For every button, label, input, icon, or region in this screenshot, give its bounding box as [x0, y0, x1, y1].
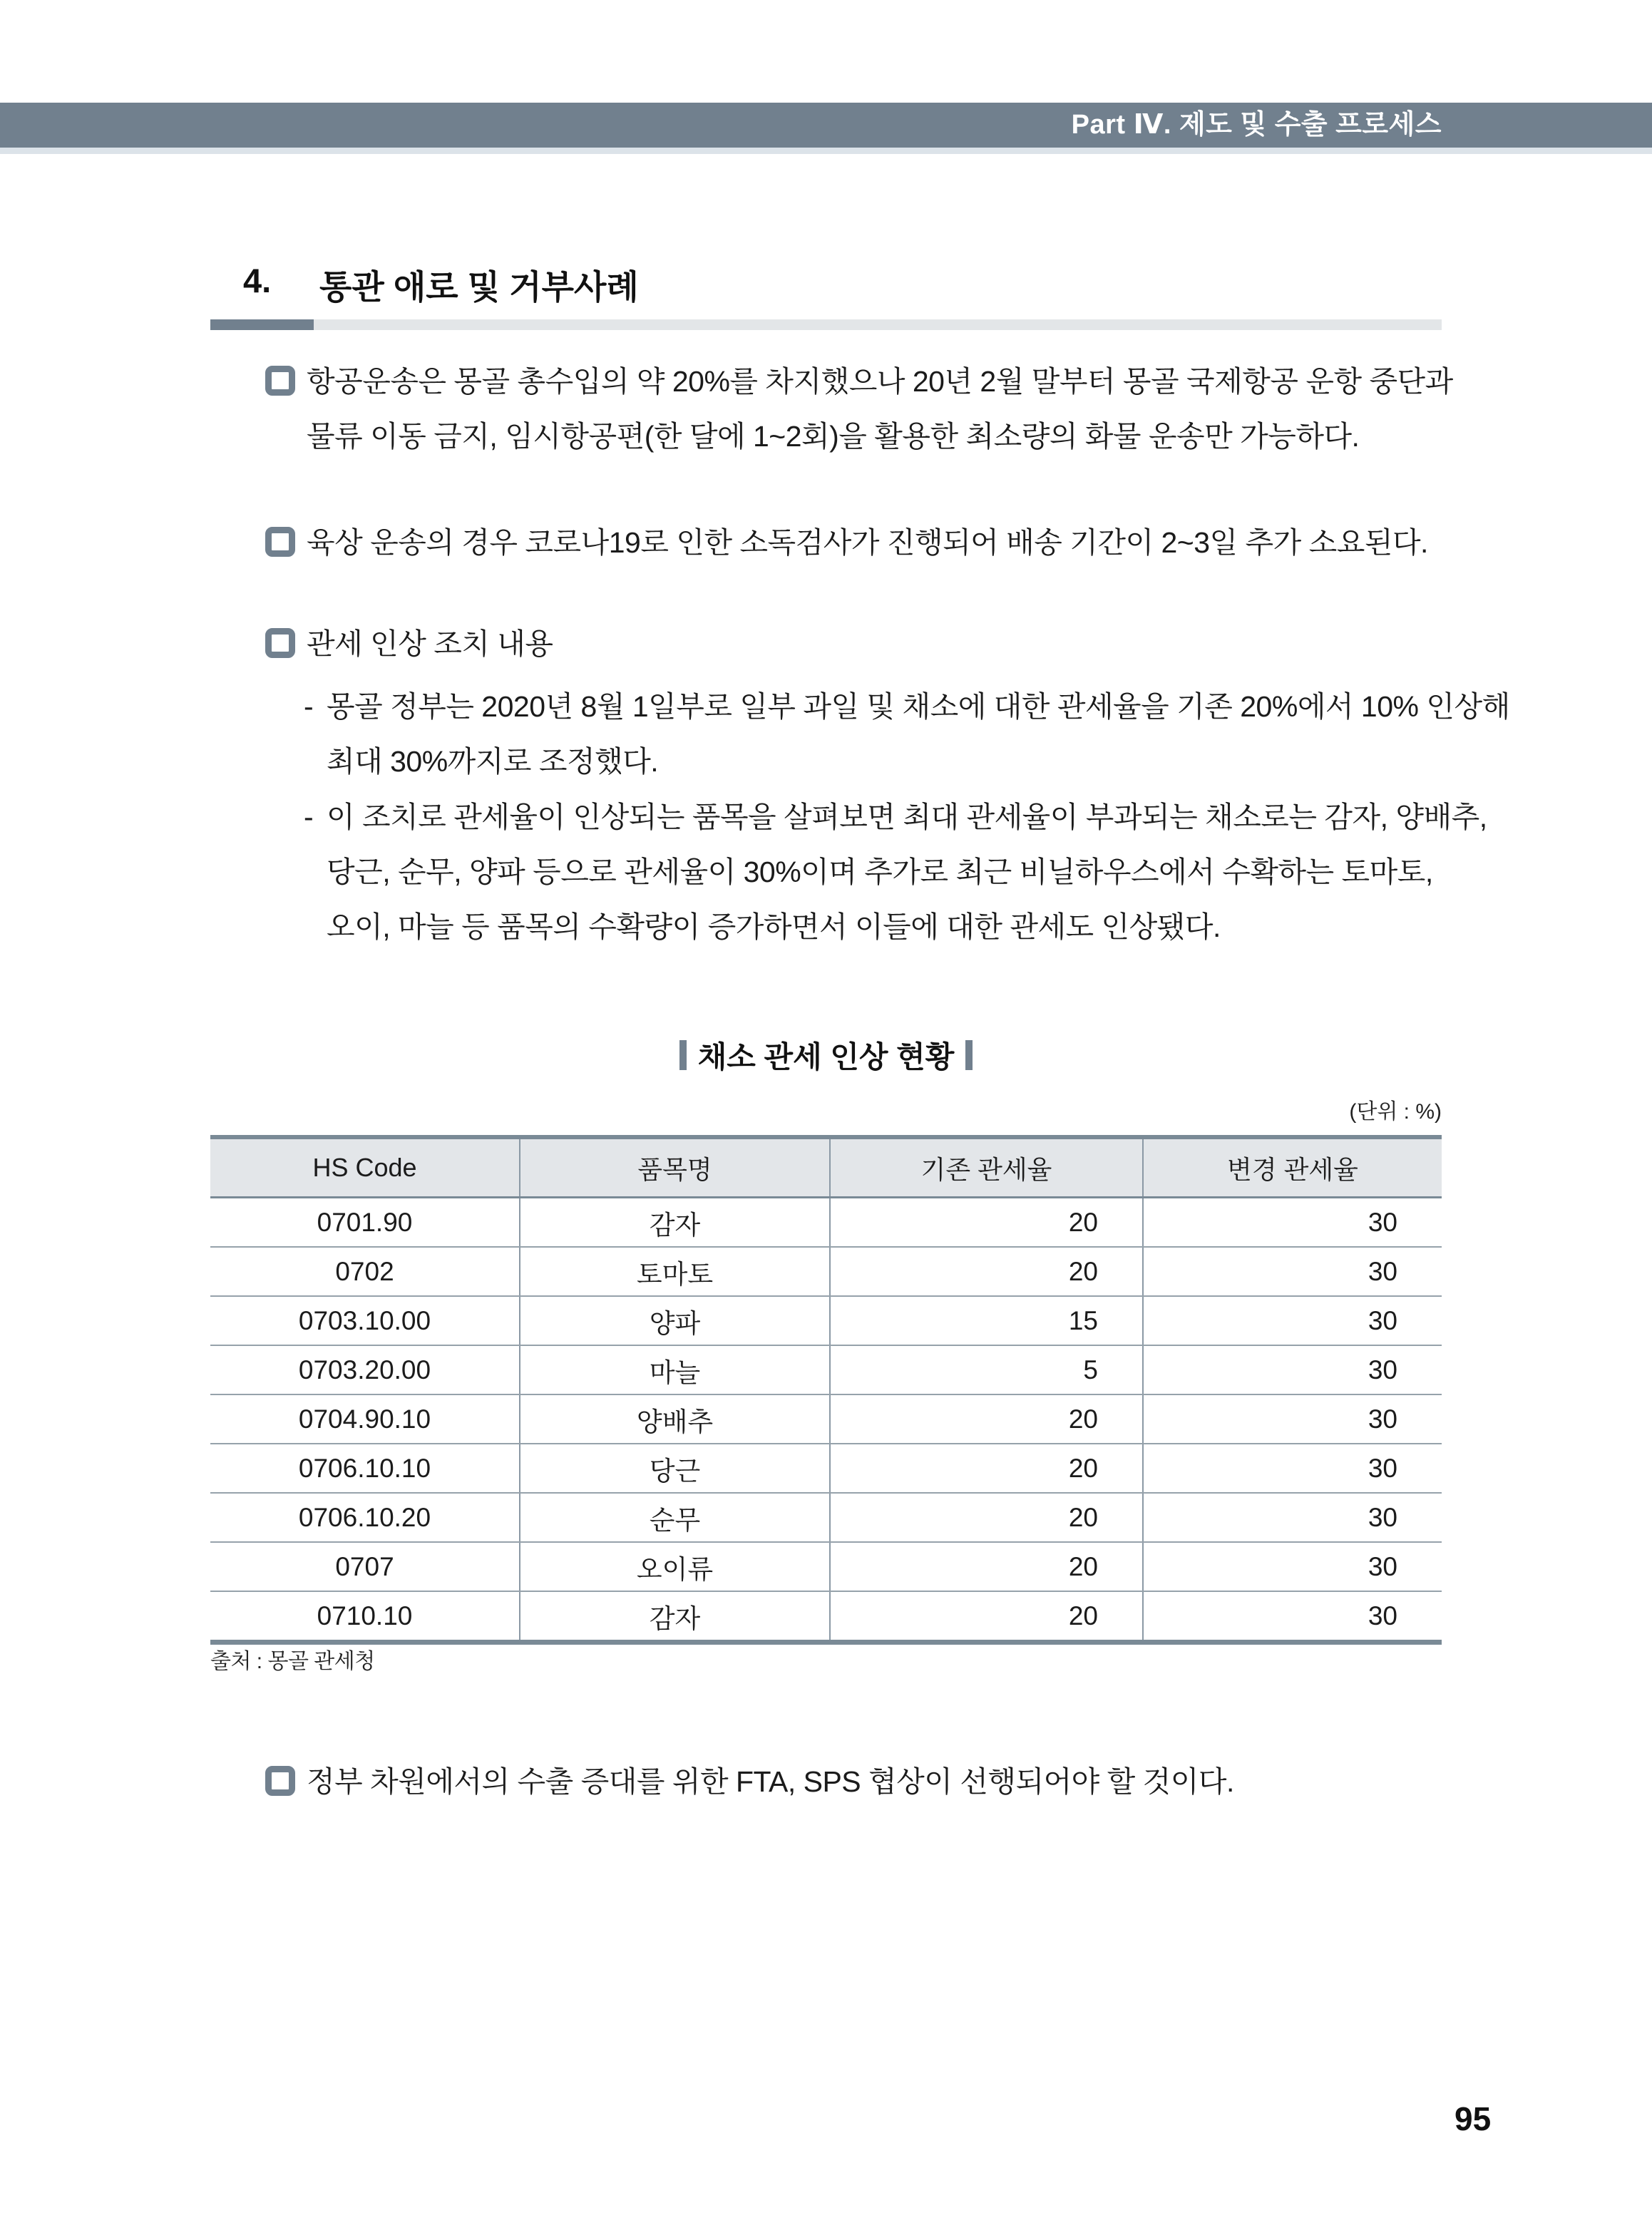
section-heading-underline	[210, 319, 1442, 330]
table-title	[210, 1034, 1442, 1077]
section-title: 통관 애로 및 거부사례	[319, 268, 639, 306]
underline-accent-segment	[210, 319, 314, 330]
section-heading	[210, 261, 1442, 309]
column-header-new-rate: 변경 관세율	[1142, 1139, 1442, 1196]
cell-new-rate: 30	[1142, 1494, 1442, 1541]
cell-old-rate: 20	[829, 1494, 1142, 1541]
bullet-text	[307, 515, 1428, 570]
cell-old-rate: 15	[829, 1297, 1142, 1345]
table-row	[210, 1395, 1442, 1444]
part-header-band-shadow	[0, 148, 1652, 154]
bullet-line: 물류 이동 금지, 임시항공편(한 달에 1~2회)을 활용한 최소량의 화물 운송만 가능하다.	[307, 420, 1360, 453]
part-header-title: Part Ⅳ. 제도 및 수출 프로세스	[1071, 110, 1442, 140]
title-bar-icon	[965, 1040, 973, 1070]
square-bullet-icon	[265, 628, 295, 658]
table-unit-note: (단위 : %)	[1349, 1100, 1442, 1124]
table-title-text: 채소 관세 인상 현황	[697, 1040, 955, 1074]
cell-item-name: 감자	[519, 1592, 829, 1640]
bullet-text	[307, 354, 1453, 464]
sub-item-line: 오이, 마늘 등 품목의 수확량이 증가하면서 이들에 대한 관세도 인상됐다.	[327, 910, 1221, 943]
square-bullet-icon	[265, 527, 295, 557]
bullet-line: 항공운송은 몽골 총수입의 약 20%를 차지했으나 20년 2월 말부터 몽골 국제항공 운항 중단과	[307, 365, 1453, 398]
bullet-item-land-transport	[265, 515, 1463, 570]
title-bar-icon	[679, 1040, 687, 1070]
bullet-line: 육상 운송의 경우 코로나19로 인한 소독검사가 진행되어 배송 기간이 2~3일 추가 소요된다.	[307, 526, 1428, 559]
cell-old-rate: 20	[829, 1543, 1142, 1591]
cell-item-name: 양파	[519, 1297, 829, 1345]
cell-new-rate: 30	[1142, 1248, 1442, 1295]
cell-old-rate: 5	[829, 1346, 1142, 1394]
dash-marker: -	[304, 801, 314, 833]
sub-item-affected-products	[304, 790, 1487, 955]
bullet-item-air-transport	[265, 354, 1463, 464]
cell-hs-code: 0710.10	[317, 1601, 413, 1630]
column-header-old-rate: 기존 관세율	[829, 1139, 1142, 1196]
table-header-row	[210, 1139, 1442, 1198]
cell-new-rate: 30	[1142, 1444, 1442, 1492]
sub-item-line: 당근, 순무, 양파 등으로 관세율이 30%이며 추가로 최근 비닐하우스에서 수확하는 토마토,	[327, 856, 1433, 888]
sub-item-line: 몽골 정부는 2020년 8월 1일부로 일부 과일 및 채소에 대한 관세율을 기존 20%에서 10% 인상해	[327, 690, 1510, 723]
cell-hs-code: 0707	[335, 1551, 394, 1581]
page-number: 95	[1455, 2100, 1492, 2137]
table-row	[210, 1297, 1442, 1346]
cell-new-rate: 30	[1142, 1395, 1442, 1443]
cell-item-name: 오이류	[519, 1543, 829, 1591]
cell-hs-code: 0704.90.10	[298, 1404, 431, 1434]
sub-item-tariff-adjustment	[304, 679, 1510, 789]
cell-old-rate: 20	[829, 1592, 1142, 1640]
square-bullet-icon	[265, 1766, 295, 1796]
bullet-item-tariff-measures	[265, 617, 1463, 672]
table-row	[210, 1198, 1442, 1248]
table-row	[210, 1543, 1442, 1592]
bullet-line: 관세 인상 조치 내용	[307, 627, 553, 660]
dash-marker: -	[304, 690, 314, 723]
cell-hs-code: 0702	[335, 1256, 394, 1286]
table-row	[210, 1444, 1442, 1494]
cell-hs-code: 0703.20.00	[298, 1355, 431, 1384]
column-header-hs-code: HS Code	[312, 1153, 417, 1182]
tariff-table	[210, 1135, 1442, 1645]
cell-item-name: 당근	[519, 1444, 829, 1492]
column-header-item-name: 품목명	[519, 1139, 829, 1196]
cell-hs-code: 0706.10.10	[298, 1453, 431, 1483]
bullet-line: 정부 차원에서의 수출 증대를 위한 FTA, SPS 협상이 선행되어야 할 것이다.	[307, 1765, 1234, 1798]
sub-item-line: 최대 30%까지로 조정했다.	[327, 745, 659, 778]
cell-new-rate: 30	[1142, 1346, 1442, 1394]
bullet-item-fta-sps	[265, 1755, 1463, 1809]
table-row	[210, 1248, 1442, 1297]
cell-item-name: 순무	[519, 1494, 829, 1541]
table-row	[210, 1592, 1442, 1640]
cell-old-rate: 20	[829, 1444, 1142, 1492]
cell-item-name: 마늘	[519, 1346, 829, 1394]
bullet-text	[307, 1755, 1234, 1809]
cell-hs-code: 0701.90	[317, 1207, 413, 1237]
part-header-band	[0, 103, 1652, 148]
cell-hs-code: 0703.10.00	[298, 1305, 431, 1335]
table-row	[210, 1494, 1442, 1543]
cell-hs-code: 0706.10.20	[298, 1502, 431, 1532]
cell-old-rate: 20	[829, 1395, 1142, 1443]
underline-light-segment	[314, 319, 1442, 330]
bullet-text	[307, 617, 553, 672]
cell-new-rate: 30	[1142, 1198, 1442, 1246]
cell-old-rate: 20	[829, 1198, 1142, 1246]
section-number: 4.	[243, 262, 272, 299]
square-bullet-icon	[265, 366, 295, 396]
sub-item-line: 이 조치로 관세율이 인상되는 품목을 살펴보면 최대 관세율이 부과되는 채소로는 감자, 양배추,	[327, 801, 1487, 833]
table-row	[210, 1346, 1442, 1395]
cell-old-rate: 20	[829, 1248, 1142, 1295]
cell-item-name: 토마토	[519, 1248, 829, 1295]
cell-new-rate: 30	[1142, 1297, 1442, 1345]
cell-item-name: 양배추	[519, 1395, 829, 1443]
cell-item-name: 감자	[519, 1198, 829, 1246]
cell-new-rate: 30	[1142, 1592, 1442, 1640]
table-source-note: 출처 : 몽골 관세청	[210, 1650, 375, 1673]
cell-new-rate: 30	[1142, 1543, 1442, 1591]
